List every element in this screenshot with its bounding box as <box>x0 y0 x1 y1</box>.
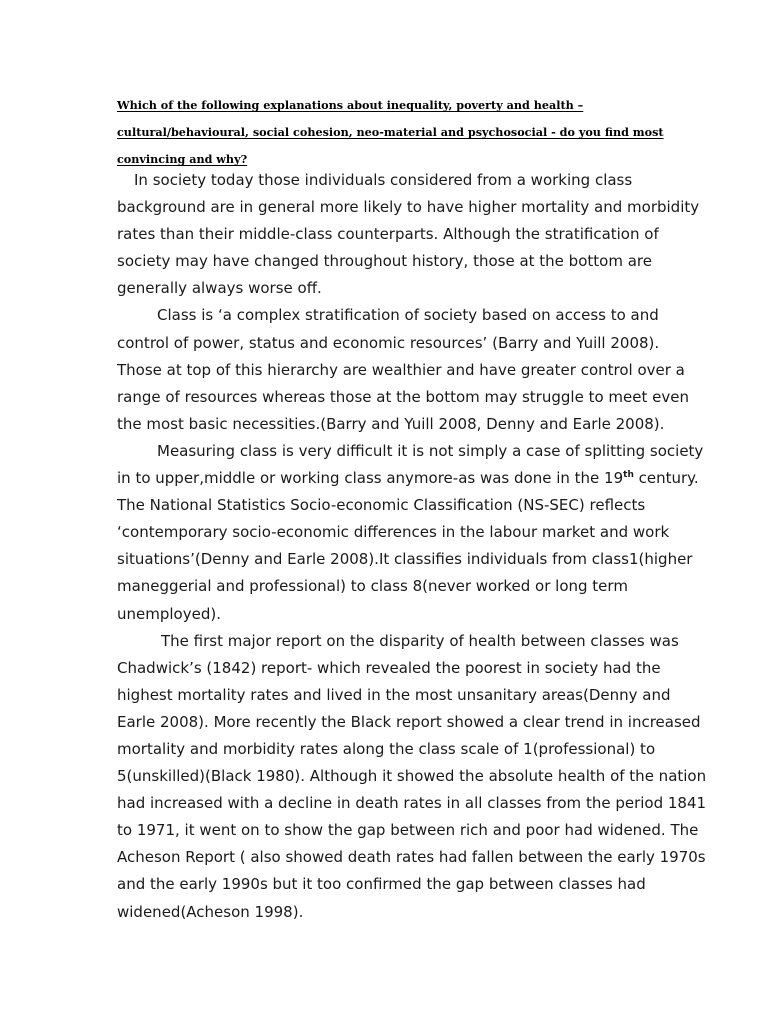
paragraph-measuring-class <box>117 438 707 628</box>
essay-question-heading: Which of the following explanations about inequality, poverty and health – cultural/behavioural, social cohesion, neo-material and psychosocial - do you find most convincing and why? <box>117 98 664 166</box>
ordinal-superscript: th <box>623 470 634 481</box>
paragraph-class-definition: Class is ‘a complex stratification of society based on access to and control of power, status and economic resources’ (Barry and Yuill 2008). Those at top of this hierarchy are wealthier and have greater control over a range of resources whereas those at the bottom may struggle to meet even the most basic necessities.(Barry and Yuill 2008, Denny and Earle 2008). <box>117 306 689 433</box>
paragraph-health-reports: The first major report on the disparity of health between classes was Chadwick’s (1842) report- which revealed the poorest in society had the highest mortality rates and lived in the most unsanitary areas(Denny and Earle 2008). More recently the Black report showed a clear trend in increased mortality and morbidity rates along the class scale of 1(professional) to 5(unskilled)(Black 1980). Although it showed the absolute health of the nation had increased with a decline in death rates in all classes from the period 1841 to 1971, it went on to show the gap between rich and poor had widened. The Acheson Report ( also showed death rates had fallen between the early 1970s and the early 1990s but it too confirmed the gap between classes had widened(Acheson 1998). <box>117 631 707 921</box>
paragraph-measuring-class-part-2: century. The National Statistics Socio-economic Classification (NS-SEC) reflects ‘contemporary socio-economic differences in the labour market and work situations’(Denny and Earle 2008).It classifies individuals from class1(higher maneggerial and professional) to class 8(never worked or long term unemployed). <box>117 469 699 623</box>
paragraph-intro: In society today those individuals considered from a working class background are in general more likely to have higher mortality and morbidity rates than their middle-class counterparts. Although the stratification of society may have changed throughout history, those at the bottom are generally always worse off. <box>117 171 700 298</box>
essay-body <box>117 167 707 926</box>
paragraph-measuring-class-part-1: Measuring class is very difficult it is not simply a case of splitting society in to upper,middle or working class anymore-as was done in the 19 <box>117 441 704 488</box>
